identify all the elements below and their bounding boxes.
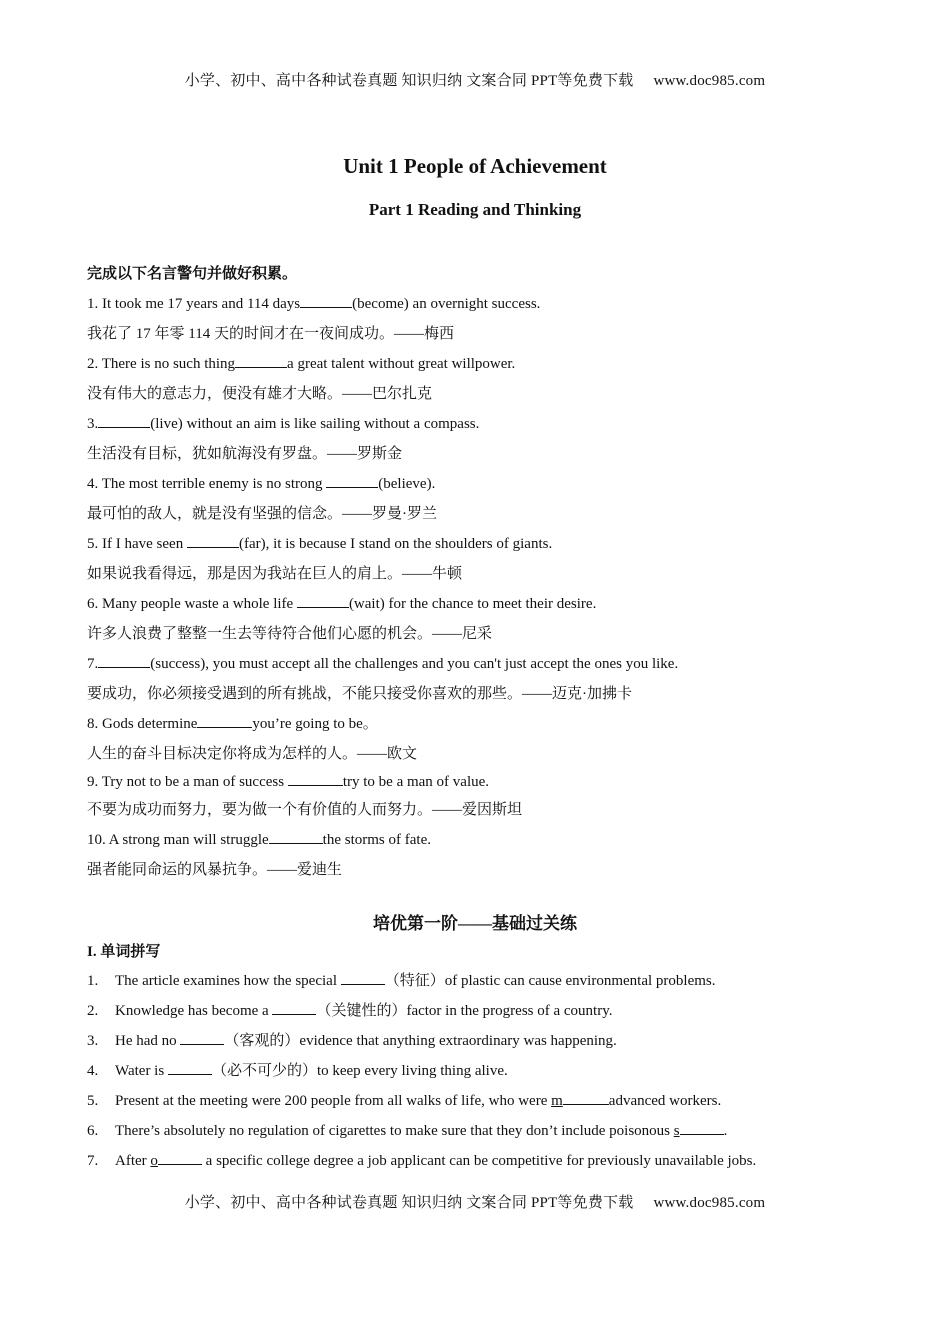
quote-text-pre: 10. A strong man will struggle — [87, 832, 269, 848]
quote-text-post: (live) without an aim is like sailing without a compass. — [150, 416, 480, 432]
answer-blank[interactable] — [326, 473, 378, 488]
quote-item — [87, 649, 907, 709]
exercise-text-post: （特征）of plastic can cause environmental problems. — [384, 973, 716, 989]
exercise-text-pre: Present at the meeting were 200 people from all walks of life, who were — [115, 1093, 552, 1109]
quotes-list — [87, 289, 907, 885]
quote-item — [87, 289, 907, 349]
quote-text-post: (wait) for the chance to meet their desire. — [348, 596, 597, 612]
quote-text-post: the storms of fate. — [322, 832, 431, 848]
exercise-text-post: （必不可少的）to keep every living thing alive. — [211, 1063, 508, 1079]
exercise-item — [87, 1086, 917, 1116]
quote-text-pre: 2. There is no such thing — [87, 356, 236, 372]
quote-text-pre: 8. Gods determine — [87, 716, 198, 732]
quote-text-pre: 4. The most terrible enemy is no strong — [87, 476, 327, 492]
answer-blank[interactable] — [680, 1120, 724, 1135]
header-url[interactable]: www.doc985.com — [653, 73, 766, 89]
answer-blank[interactable] — [300, 293, 352, 308]
answer-blank[interactable] — [98, 653, 150, 668]
exercise-number: 3. — [87, 1033, 99, 1049]
page-subtitle: Part 1 Reading and Thinking — [368, 200, 582, 219]
answer-blank[interactable] — [297, 593, 349, 608]
exercise-item — [87, 1116, 917, 1146]
exercise-number: 6. — [87, 1123, 99, 1139]
quote-item — [87, 589, 907, 649]
answer-blank[interactable] — [197, 713, 252, 728]
quote-translation: 不要为成功而努力，要为做一个有价值的人而努力。——爱因斯坦 — [87, 802, 523, 818]
exercise-text-post: . — [723, 1123, 728, 1139]
exercise-item — [87, 1146, 917, 1176]
quote-translation: 没有伟大的意志力，便没有雄才大略。——巴尔扎克 — [87, 386, 433, 402]
exercise-item — [87, 1026, 917, 1056]
quote-text-post: (become) an overnight success. — [352, 296, 541, 312]
exercise-text-pre: After — [115, 1153, 151, 1169]
quotes-instruction: 完成以下名言警句并做好积累。 — [87, 264, 298, 282]
exercise-list — [87, 966, 917, 1176]
part-title: I. 单词拼写 — [87, 944, 161, 960]
page-header — [0, 69, 950, 90]
exercise-text-post: （客观的）evidence that anything extraordinary was happening. — [224, 1033, 617, 1049]
quote-text-post: (believe). — [378, 476, 436, 492]
quote-item — [87, 825, 907, 885]
quote-text-post: (far), it is because I stand on the shoulders of giants. — [238, 536, 553, 552]
quote-text-pre: 3. — [87, 416, 99, 432]
quote-translation: 强者能同命运的风暴抗争。——爱迪生 — [87, 862, 343, 878]
answer-blank[interactable] — [180, 1030, 224, 1045]
quote-text-pre: 7. — [87, 656, 99, 672]
page-title: Unit 1 People of Achievement — [343, 154, 607, 178]
exercise-number: 4. — [87, 1063, 99, 1079]
hint-letter: s — [673, 1123, 680, 1139]
exercise-text-pre: He had no — [115, 1033, 181, 1049]
footer-url[interactable]: www.doc985.com — [653, 1195, 766, 1211]
exercise-text-pre: Water is — [115, 1063, 168, 1079]
answer-blank[interactable] — [563, 1090, 609, 1105]
quote-translation: 要成功，你必须接受遇到的所有挑战，不能只接受你喜欢的那些。——迈克·加拂卡 — [87, 686, 632, 702]
quote-text-post: you’re going to be。 — [252, 716, 378, 732]
quote-text-pre: 1. It took me 17 years and 114 days — [87, 296, 301, 312]
answer-blank[interactable] — [288, 771, 343, 786]
exercise-text-post: a specific college degree a job applicant can be competitive for previously unavailable jobs. — [201, 1153, 757, 1169]
exercise-text-pre: The article examines how the special — [115, 973, 341, 989]
exercise-item — [87, 966, 917, 996]
quote-translation: 如果说我看得远，那是因为我站在巨人的肩上。——牛顿 — [87, 566, 463, 582]
exercise-text-pre: There’s absolutely no regulation of cigarettes to make sure that they don’t include poisonous — [115, 1123, 674, 1139]
footer-text: 小学、初中、高中各种试卷真题 知识归纳 文案合同 PPT等免费下载 — [184, 1195, 634, 1211]
quote-translation: 我花了 17 年零 114 天的时间才在一夜间成功。——梅西 — [87, 326, 454, 342]
answer-blank[interactable] — [235, 353, 287, 368]
quote-text-post: a great talent without great willpower. — [287, 356, 516, 372]
exercise-number: 2. — [87, 1003, 99, 1019]
quote-item — [87, 409, 907, 469]
answer-blank[interactable] — [272, 1000, 316, 1015]
answer-blank[interactable] — [187, 533, 239, 548]
exercise-number: 5. — [87, 1093, 99, 1109]
exercise-number: 7. — [87, 1153, 99, 1169]
quote-translation: 许多人浪费了整整一生去等待符合他们心愿的机会。——尼采 — [87, 626, 493, 642]
hint-letter: o — [150, 1153, 158, 1169]
answer-blank[interactable] — [269, 829, 323, 844]
quote-item — [87, 349, 907, 409]
quote-item — [87, 469, 907, 529]
quote-translation: 人生的奋斗目标决定你将成为怎样的人。——欧文 — [87, 746, 418, 762]
quote-item — [87, 769, 907, 825]
section-title: 培优第一阶——基础过关练 — [373, 914, 577, 933]
page-footer — [0, 1191, 950, 1212]
answer-blank[interactable] — [168, 1060, 212, 1075]
answer-blank[interactable] — [158, 1150, 202, 1165]
exercise-text-post: advanced workers. — [608, 1093, 722, 1109]
hint-letter: m — [551, 1093, 563, 1109]
quote-translation: 生活没有目标，犹如航海没有罗盘。——罗斯金 — [87, 446, 403, 462]
exercise-item — [87, 996, 917, 1026]
quote-translation: 最可怕的敌人，就是没有坚强的信念。——罗曼·罗兰 — [87, 506, 437, 522]
quote-text-post: (success), you must accept all the challenges and you can't just accept the ones you like. — [150, 656, 679, 672]
answer-blank[interactable] — [341, 970, 385, 985]
exercise-number: 1. — [87, 973, 99, 989]
quote-text-pre: 6. Many people waste a whole life — [87, 596, 297, 612]
answer-blank[interactable] — [98, 413, 150, 428]
quote-item — [87, 529, 907, 589]
quote-item — [87, 709, 907, 769]
quote-text-pre: 5. If I have seen — [87, 536, 187, 552]
quote-text-post: try to be a man of value. — [342, 774, 490, 790]
header-text: 小学、初中、高中各种试卷真题 知识归纳 文案合同 PPT等免费下载 — [184, 73, 634, 89]
quote-text-pre: 9. Try not to be a man of success — [87, 774, 288, 790]
exercise-text-post: （关键性的）factor in the progress of a country. — [316, 1003, 613, 1019]
exercise-text-pre: Knowledge has become a — [115, 1003, 273, 1019]
exercise-item — [87, 1056, 917, 1086]
